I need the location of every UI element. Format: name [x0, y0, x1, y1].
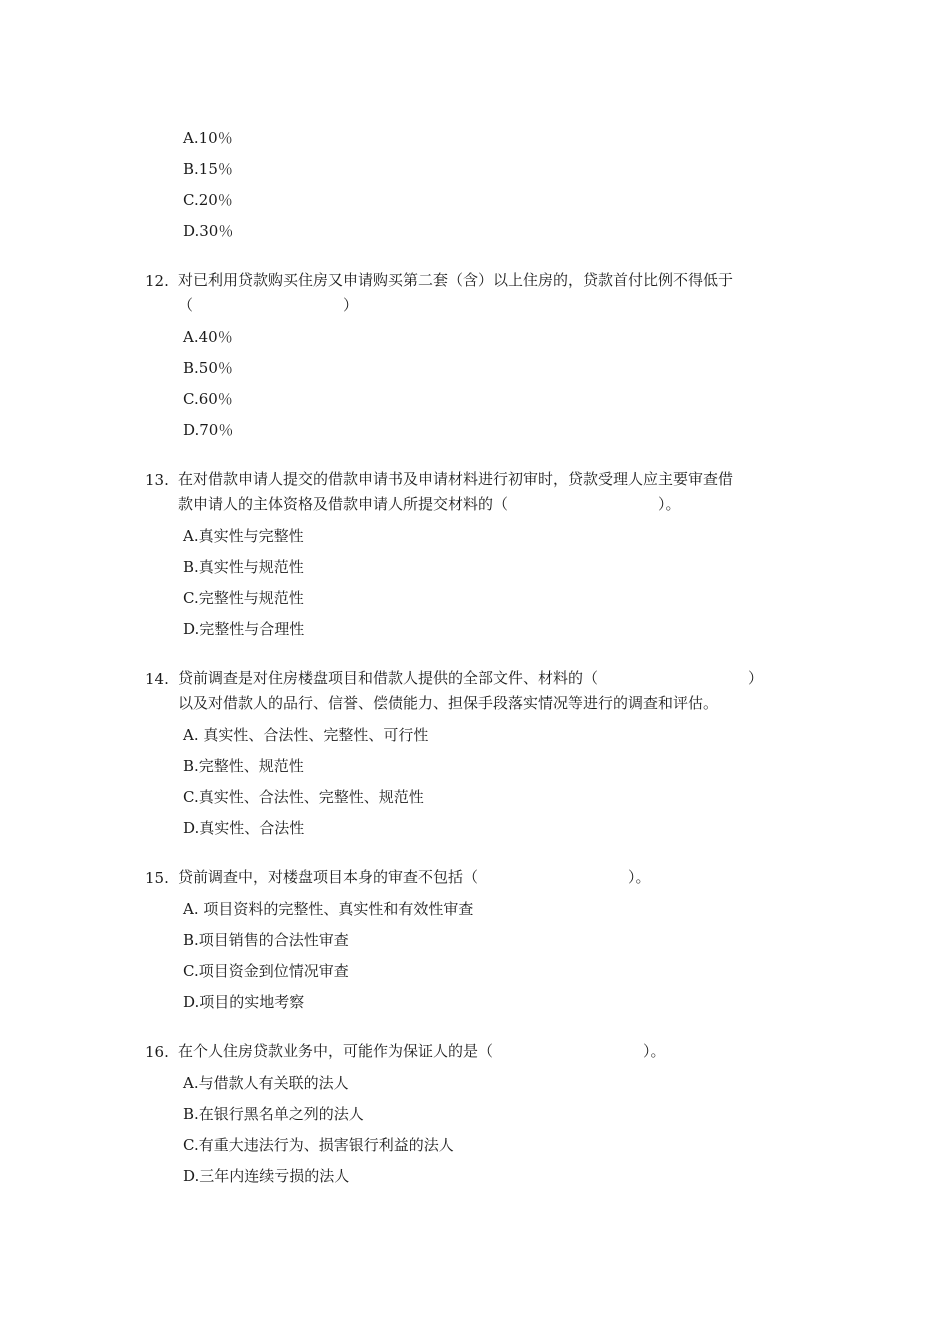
q16-number: 16.	[145, 1043, 169, 1061]
q15-text-line1: 贷前调查中，对楼盘项目本身的审查不包括（ ）。	[178, 868, 651, 886]
q14-number: 14.	[145, 670, 169, 688]
q11-option-c: C.20％	[183, 191, 233, 209]
q13-option-a: A.真实性与完整性	[183, 527, 304, 545]
q14-option-b: B.完整性、规范性	[183, 757, 304, 775]
q12-option-b: B.50％	[183, 359, 233, 377]
q11-option-d: D.30％	[183, 222, 234, 240]
q15-text	[178, 865, 810, 890]
q13-text-line2: 款申请人的主体资格及借款申请人所提交材料的（ ）。	[178, 495, 681, 513]
q16-text-line1: 在个人住房贷款业务中，可能作为保证人的是（ ）。	[178, 1042, 666, 1060]
q15-number: 15.	[145, 869, 169, 887]
q14-option-a: A. 真实性、合法性、完整性、可行性	[183, 726, 429, 744]
q12-text-line1: 对已利用贷款购买住房又申请购买第二套（含）以上住房的，贷款首付比例不得低于	[178, 271, 734, 289]
q16-option-c: C.有重大违法行为、损害银行利益的法人	[183, 1136, 454, 1154]
q15-option-a: A. 项目资料的完整性、真实性和有效性审查	[183, 900, 474, 918]
q13-option-b: B.真实性与规范性	[183, 558, 304, 576]
q15-option-c: C.项目资金到位情况审查	[183, 962, 349, 980]
q12-text	[178, 268, 810, 318]
q15-option-d: D.项目的实地考察	[183, 993, 305, 1011]
q11-option-a: A.10％	[183, 129, 233, 147]
q14-text-line2: 以及对借款人的品行、信誉、偿债能力、担保手段落实情况等进行的调查和评估。	[178, 694, 719, 712]
q13-text	[178, 467, 810, 517]
q16-option-d: D.三年内连续亏损的法人	[183, 1167, 350, 1185]
q16-option-b: B.在银行黑名单之列的法人	[183, 1105, 364, 1123]
q12-text-line2: （ ）	[178, 296, 359, 314]
q16-option-a: A.与借款人有关联的法人	[183, 1074, 349, 1092]
q14-text	[178, 666, 810, 716]
q14-text-line1: 贷前调查是对住房楼盘项目和借款人提供的全部文件、材料的（ ）	[178, 669, 764, 687]
q14-option-d: D.真实性、合法性	[183, 819, 305, 837]
q12-option-d: D.70％	[183, 421, 234, 439]
q15-option-b: B.项目销售的合法性审查	[183, 931, 349, 949]
q13-number: 13.	[145, 471, 169, 489]
q12-option-a: A.40％	[183, 328, 233, 346]
q13-option-c: C.完整性与规范性	[183, 589, 304, 607]
q16-text	[178, 1039, 810, 1064]
q12-number: 12.	[145, 272, 169, 290]
q13-text-line1: 在对借款申请人提交的借款申请书及申请材料进行初审时，贷款受理人应主要审查借	[178, 470, 734, 488]
q12-option-c: C.60％	[183, 390, 233, 408]
q13-option-d: D.完整性与合理性	[183, 620, 305, 638]
q14-option-c: C.真实性、合法性、完整性、规范性	[183, 788, 424, 806]
q11-option-b: B.15％	[183, 160, 233, 178]
